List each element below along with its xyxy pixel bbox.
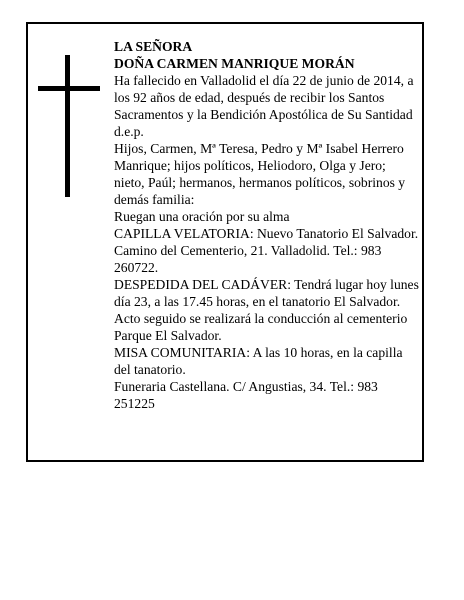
family-mourners: Hijos, Carmen, Mª Teresa, Pedro y Mª Isabel Herrero Manrique; hijos políticos, Heliodoro, Olga y Jero; nieto, Paúl; hermanos, hermanos políticos, sobrinos y demás familia: bbox=[114, 141, 406, 207]
cross-vertical-bar bbox=[65, 55, 70, 197]
farewell-ceremony-info: DESPEDIDA DEL CADÁVER: Tendrá lugar hoy lunes día 23, a las 17.45 horas, en el tanatorio El Salvador. Acto seguido se realizará la conducción al cementerio Parque El Salvador. bbox=[114, 277, 419, 343]
latin-cross-icon bbox=[38, 55, 100, 197]
obituary-text-block bbox=[114, 38, 419, 412]
wake-chapel-info: CAPILLA VELATORIA: Nuevo Tanatorio El Salvador. Camino del Cementerio, 21. Valladolid. Tel.: 983 260722. bbox=[114, 226, 419, 275]
death-announcement: Ha fallecido en Valladolid el día 22 de junio de 2014, a los 92 años de edad, después de recibir los Santos Sacramentos y la Bendición Apostólica de Su Santidad d.e.p. bbox=[114, 73, 414, 139]
cross-horizontal-bar bbox=[38, 86, 100, 91]
funeral-home-contact: Funeraria Castellana. C/ Angustias, 34. Tel.: 983 251225 bbox=[114, 379, 378, 411]
community-mass-info: MISA COMUNITARIA: A las 10 horas, en la capilla del tanatorio. bbox=[114, 345, 403, 377]
notice-title-honorific: LA SEÑORA bbox=[114, 39, 193, 54]
deceased-name: DOÑA CARMEN MANRIQUE MORÁN bbox=[114, 56, 355, 71]
prayer-request: Ruegan una oración por su alma bbox=[114, 209, 290, 224]
